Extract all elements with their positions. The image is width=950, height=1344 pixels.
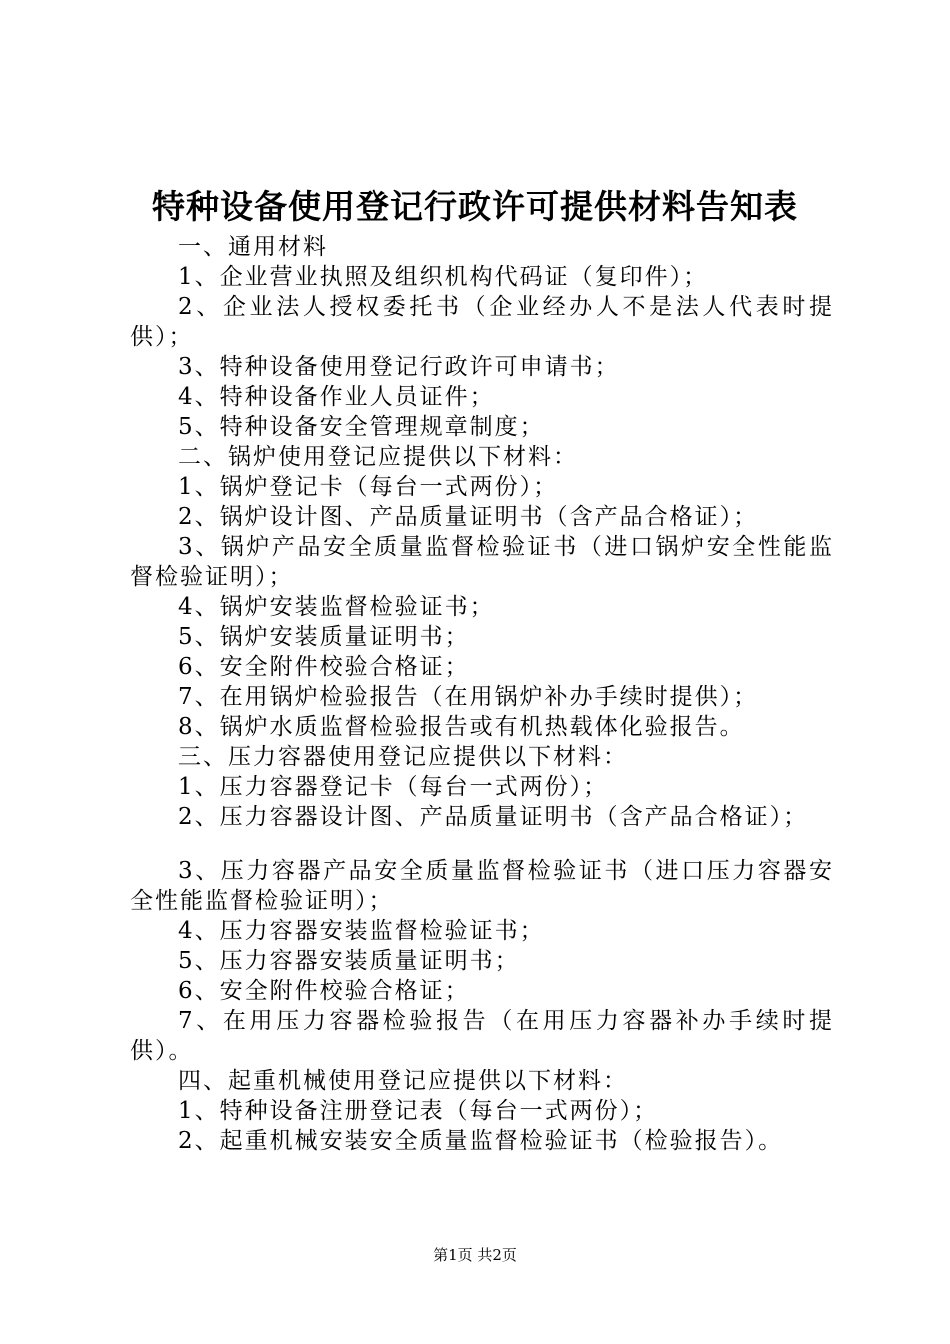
section-heading-crane: 四、起重机械使用登记应提供以下材料： <box>178 1068 628 1094</box>
list-item: 8、锅炉水质监督检验报告或有机热载体化验报告。 <box>178 714 745 740</box>
list-item: 1、特种设备注册登记表（每台一式两份）； <box>178 1098 659 1124</box>
list-item: 7、在用压力容器检验报告（在用压力容器补办手续时提 <box>178 1008 832 1034</box>
list-item: 4、压力容器安装监督检验证书； <box>178 918 545 944</box>
list-item: 6、安全附件校验合格证； <box>178 654 470 680</box>
list-item: 2、企业法人授权委托书（企业经办人不是法人代表时提 <box>178 294 832 320</box>
section-heading-boiler: 二、锅炉使用登记应提供以下材料： <box>178 444 578 470</box>
paragraph-gap <box>130 832 832 856</box>
list-item: 5、特种设备安全管理规章制度； <box>178 414 545 440</box>
document-title: 特种设备使用登记行政许可提供材料告知表 <box>152 187 798 226</box>
list-item: 5、压力容器安装质量证明书； <box>178 948 520 974</box>
list-item: 6、安全附件校验合格证； <box>178 978 470 1004</box>
list-item: 4、特种设备作业人员证件； <box>178 384 495 410</box>
list-item-continuation: 全性能监督检验证明）； <box>130 888 394 914</box>
list-item: 1、企业营业执照及组织机构代码证（复印件）； <box>178 264 709 290</box>
list-item: 3、锅炉产品安全质量监督检验证书（进口锅炉安全性能监 <box>178 534 832 560</box>
section-heading-general: 一、通用材料 <box>178 234 328 260</box>
list-item: 3、压力容器产品安全质量监督检验证书（进口压力容器安 <box>178 858 832 884</box>
page-number-footer: 第1页 共2页 <box>433 1246 517 1264</box>
list-item: 5、锅炉安装质量证明书； <box>178 624 470 650</box>
section-heading-pressure-vessel: 三、压力容器使用登记应提供以下材料： <box>178 744 628 770</box>
list-item: 2、锅炉设计图、产品质量证明书（含产品合格证）； <box>178 504 759 530</box>
list-item: 7、在用锅炉检验报告（在用锅炉补办手续时提供）； <box>178 684 759 710</box>
list-item: 1、压力容器登记卡（每台一式两份）； <box>178 774 609 800</box>
document-body <box>130 232 832 1156</box>
list-item: 2、压力容器设计图、产品质量证明书（含产品合格证）； <box>178 804 809 830</box>
list-item-continuation: 督检验证明）； <box>130 564 294 590</box>
list-item-continuation: 供）； <box>130 324 194 350</box>
list-item: 1、锅炉登记卡（每台一式两份）； <box>178 474 559 500</box>
list-item: 4、锅炉安装监督检验证书； <box>178 594 495 620</box>
list-item: 3、特种设备使用登记行政许可申请书； <box>178 354 620 380</box>
list-item: 2、起重机械安装安全质量监督检验证书（检验报告）。 <box>178 1128 784 1154</box>
list-item-continuation: 供）。 <box>130 1038 194 1064</box>
